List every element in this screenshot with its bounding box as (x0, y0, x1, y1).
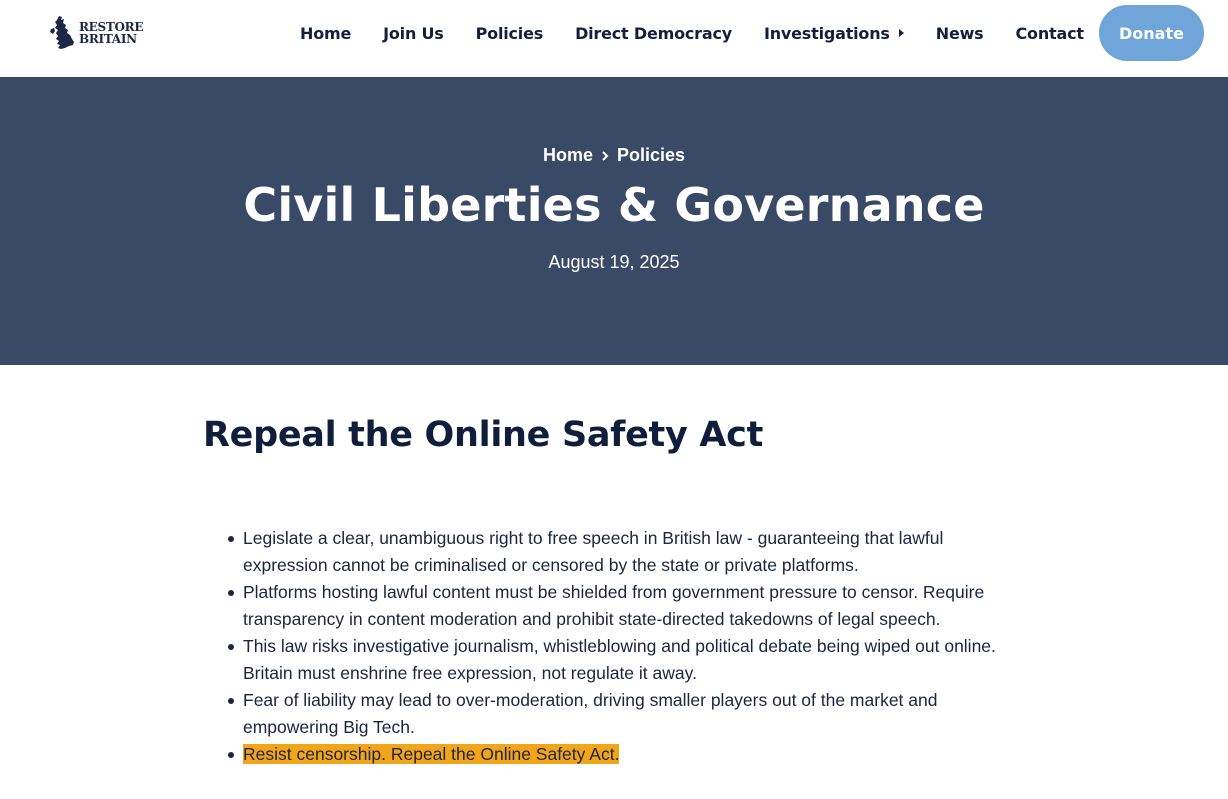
nav-item-investigations[interactable] (764, 24, 904, 43)
site-header (0, 0, 1228, 77)
page-title: Civil Liberties & Governance (243, 178, 985, 232)
list-item-text: Legislate a clear, unambiguous right to free speech in British law - guaranteeing that lawful expression cannot be criminalised or censored by the state or private platforms. (243, 528, 944, 575)
highlighted-list-item-text: Resist censorship. Repeal the Online Safety Act. (243, 744, 620, 764)
nav-item-home[interactable] (300, 24, 351, 43)
nav-item-news[interactable] (936, 24, 984, 43)
list-item (243, 633, 1023, 687)
logo-line-2: BRITAIN (79, 32, 137, 46)
uk-map-icon (50, 15, 76, 51)
nav-label: News (935, 23, 984, 43)
nav-item-direct-democracy[interactable] (575, 24, 732, 43)
nav-label: Direct Democracy (575, 23, 732, 43)
chevron-right-icon (601, 150, 609, 162)
policy-list (243, 525, 1023, 768)
nav-item-policies[interactable] (476, 24, 543, 43)
list-item (243, 687, 1023, 741)
list-item-text: Platforms hosting lawful content must be shielded from government pressure to censor. Require transparency in content moderation and prohibit state-directed takedowns of legal speech. (243, 582, 985, 629)
breadcrumb-home-link[interactable]: Home (542, 145, 593, 165)
nav-label: Policies (475, 23, 544, 43)
breadcrumb-policies-link[interactable]: Policies (616, 145, 686, 165)
list-item-text: Fear of liability may lead to over-moderation, driving smaller players out of the market and empowering Big Tech. (243, 690, 938, 737)
donate-button[interactable]: Donate (1099, 5, 1204, 61)
logo-wordmark (79, 21, 143, 45)
article-content (203, 365, 1023, 768)
nav-label: Home (300, 23, 352, 43)
breadcrumb (0, 145, 1228, 166)
site-logo[interactable] (50, 15, 143, 51)
section-heading: Repeal the Online Safety Act (203, 415, 764, 455)
list-item (243, 579, 1023, 633)
logo-line-1: RESTORE (79, 20, 144, 34)
caret-right-icon (899, 29, 904, 37)
list-item-text: This law risks investigative journalism, whistleblowing and political debate being wiped out online. Britain must enshrine free expression, not regulate it away. (243, 636, 996, 683)
page-hero (0, 77, 1228, 365)
nav-label: Contact (1015, 23, 1084, 43)
nav-label: Investigations (763, 23, 890, 43)
nav-item-join-us[interactable] (383, 24, 444, 43)
list-item (243, 741, 1023, 768)
main-nav (300, 0, 1116, 66)
nav-item-contact[interactable] (1016, 24, 1084, 43)
post-date: August 19, 2025 (548, 252, 680, 272)
nav-label: Join Us (383, 23, 444, 43)
list-item (243, 525, 1023, 579)
